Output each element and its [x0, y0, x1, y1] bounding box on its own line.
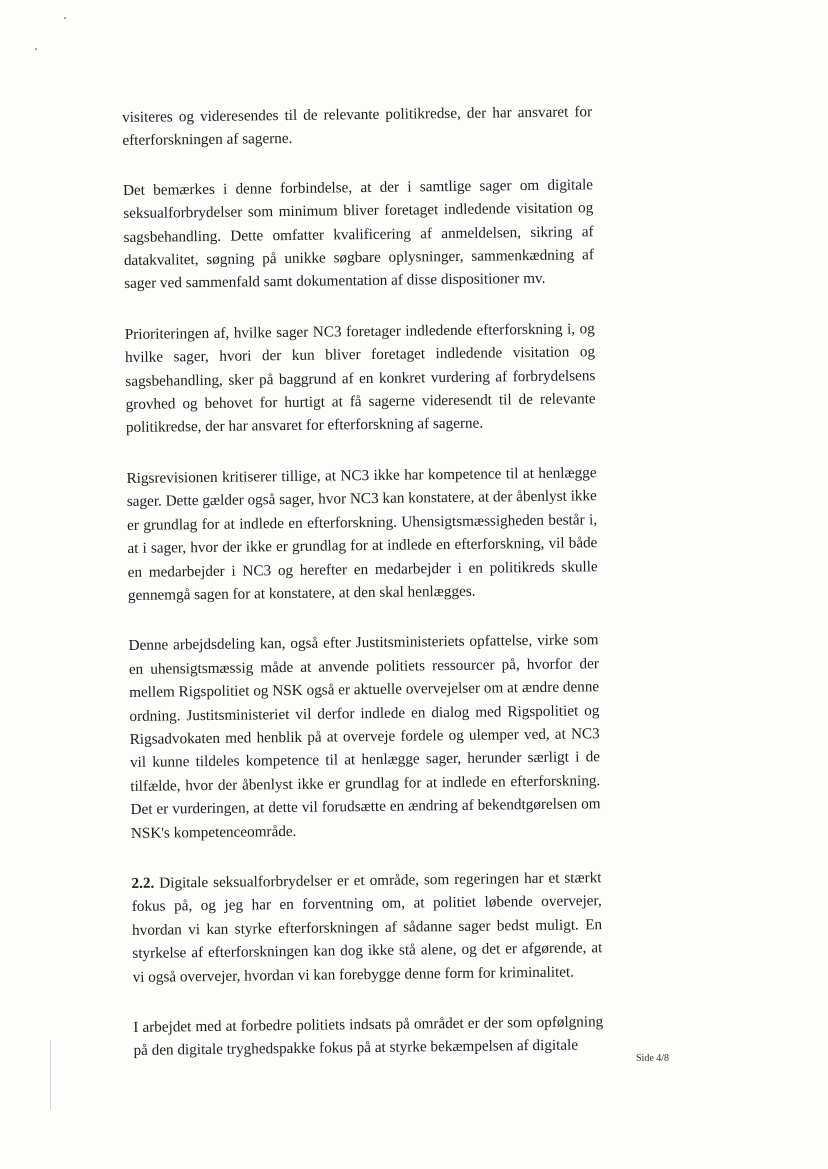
- paragraph-continuation: visiteres og videresendes til de relevante politikredse, der har ansvaret for efterforskningen af sagerne.: [122, 103, 593, 150]
- paragraph-visitation: Det bemærkes i denne forbindelse, at der i samtlige sager om digitale seksualforbrydelser som minimum bliver foretaget indledende visitation og sagsbehandling. Dette omfatter kvalificering af anmeldelsen, sikring af datakvalitet, søgning på unikke søgbare oplysninger, sammenkædning af sager ved sammenfald samt dokumentation af disse dispositioner mv.: [122, 176, 594, 293]
- paragraph-section-2-2: [131, 866, 602, 989]
- body-text: [122, 100, 604, 1089]
- section-number: 2.2.: [131, 874, 155, 892]
- scan-speck: [64, 17, 66, 19]
- scan-speck: [35, 48, 37, 50]
- paragraph-criticism: Rigsrevisionen kritiserer tillige, at NC3 ikke har kompetence til at henlægge sager. Dette gælder også sager, hvor NC3 kan konstatere, at der åbenlyst ikke er grundlag for at indlede en efterforskning. Uhensigtsmæssigheden består i, at i sager, hvor der ikke er grundlag for at indlede en efterforskning, vil både en medarbejder i NC3 og herefter en medarbejder i en politikreds skulle gennemgå sagen for at konstatere, at den skal henlægges.: [126, 464, 598, 604]
- section-text: Digitale seksualforbrydelser er et område, som regeringen har et stærkt fokus på, og jeg har en forventning om, at politiet løbende overvejer, hvordan vi kan styrke efterforskningen af sådanne sager bedst muligt. En styrkelse af efterforskningen kan dog ikke stå alene, og det er afgørende, at vi også overvejer, hvordan vi kan forebygge denne form for kriminalitet.: [131, 869, 603, 986]
- paragraph-prioritization: Prioriteringen af, hvilke sager NC3 foretager indledende efterforskning i, og hvilke sager, hvori der kun bliver foretaget indledende visitation og sagsbehandling, sker på baggrund af en konkret vurdering af forbrydelsens grovhed og behovet for hurtigt at få sagerne videresendt til de relevante politikredse, der har ansvaret for efterforskning af sagerne.: [124, 320, 596, 437]
- page-number: Side 4/8: [636, 1053, 670, 1064]
- scan-artifact-line: [50, 1040, 51, 1110]
- paragraph-last: I arbejdet med at forbedre politiets indsats på området er der som opfølgning på den digitale tryghedspakke fokus på at styrke bekæmpelsen af digitale: [133, 1013, 604, 1060]
- paragraph-division-of-work: Denne arbejdsdeling kan, også efter Justitsministeriets opfattelse, virke som en uhensigtsmæssig måde at anvende politiets ressourcer på, hvorfor der mellem Rigspolitiet og NSK også er aktuelle overvejelser om at ændre denne ordning. Justitsministeriet vil derfor indlede en dialog med Rigspolitiet og Rigsadvokaten med henblik på at overveje fordele og ulemper ved, at NC3 vil kunne tildeles kompetence til at henlægge sager, herunder særligt i de tilfælde, hvor der åbenlyst ikke er grundlag for at indlede en efterforskning. Det er vurderingen, at dette vil forudsætte en ændring af bekendtgørelsen om NSK's kompetenceområde.: [128, 631, 601, 842]
